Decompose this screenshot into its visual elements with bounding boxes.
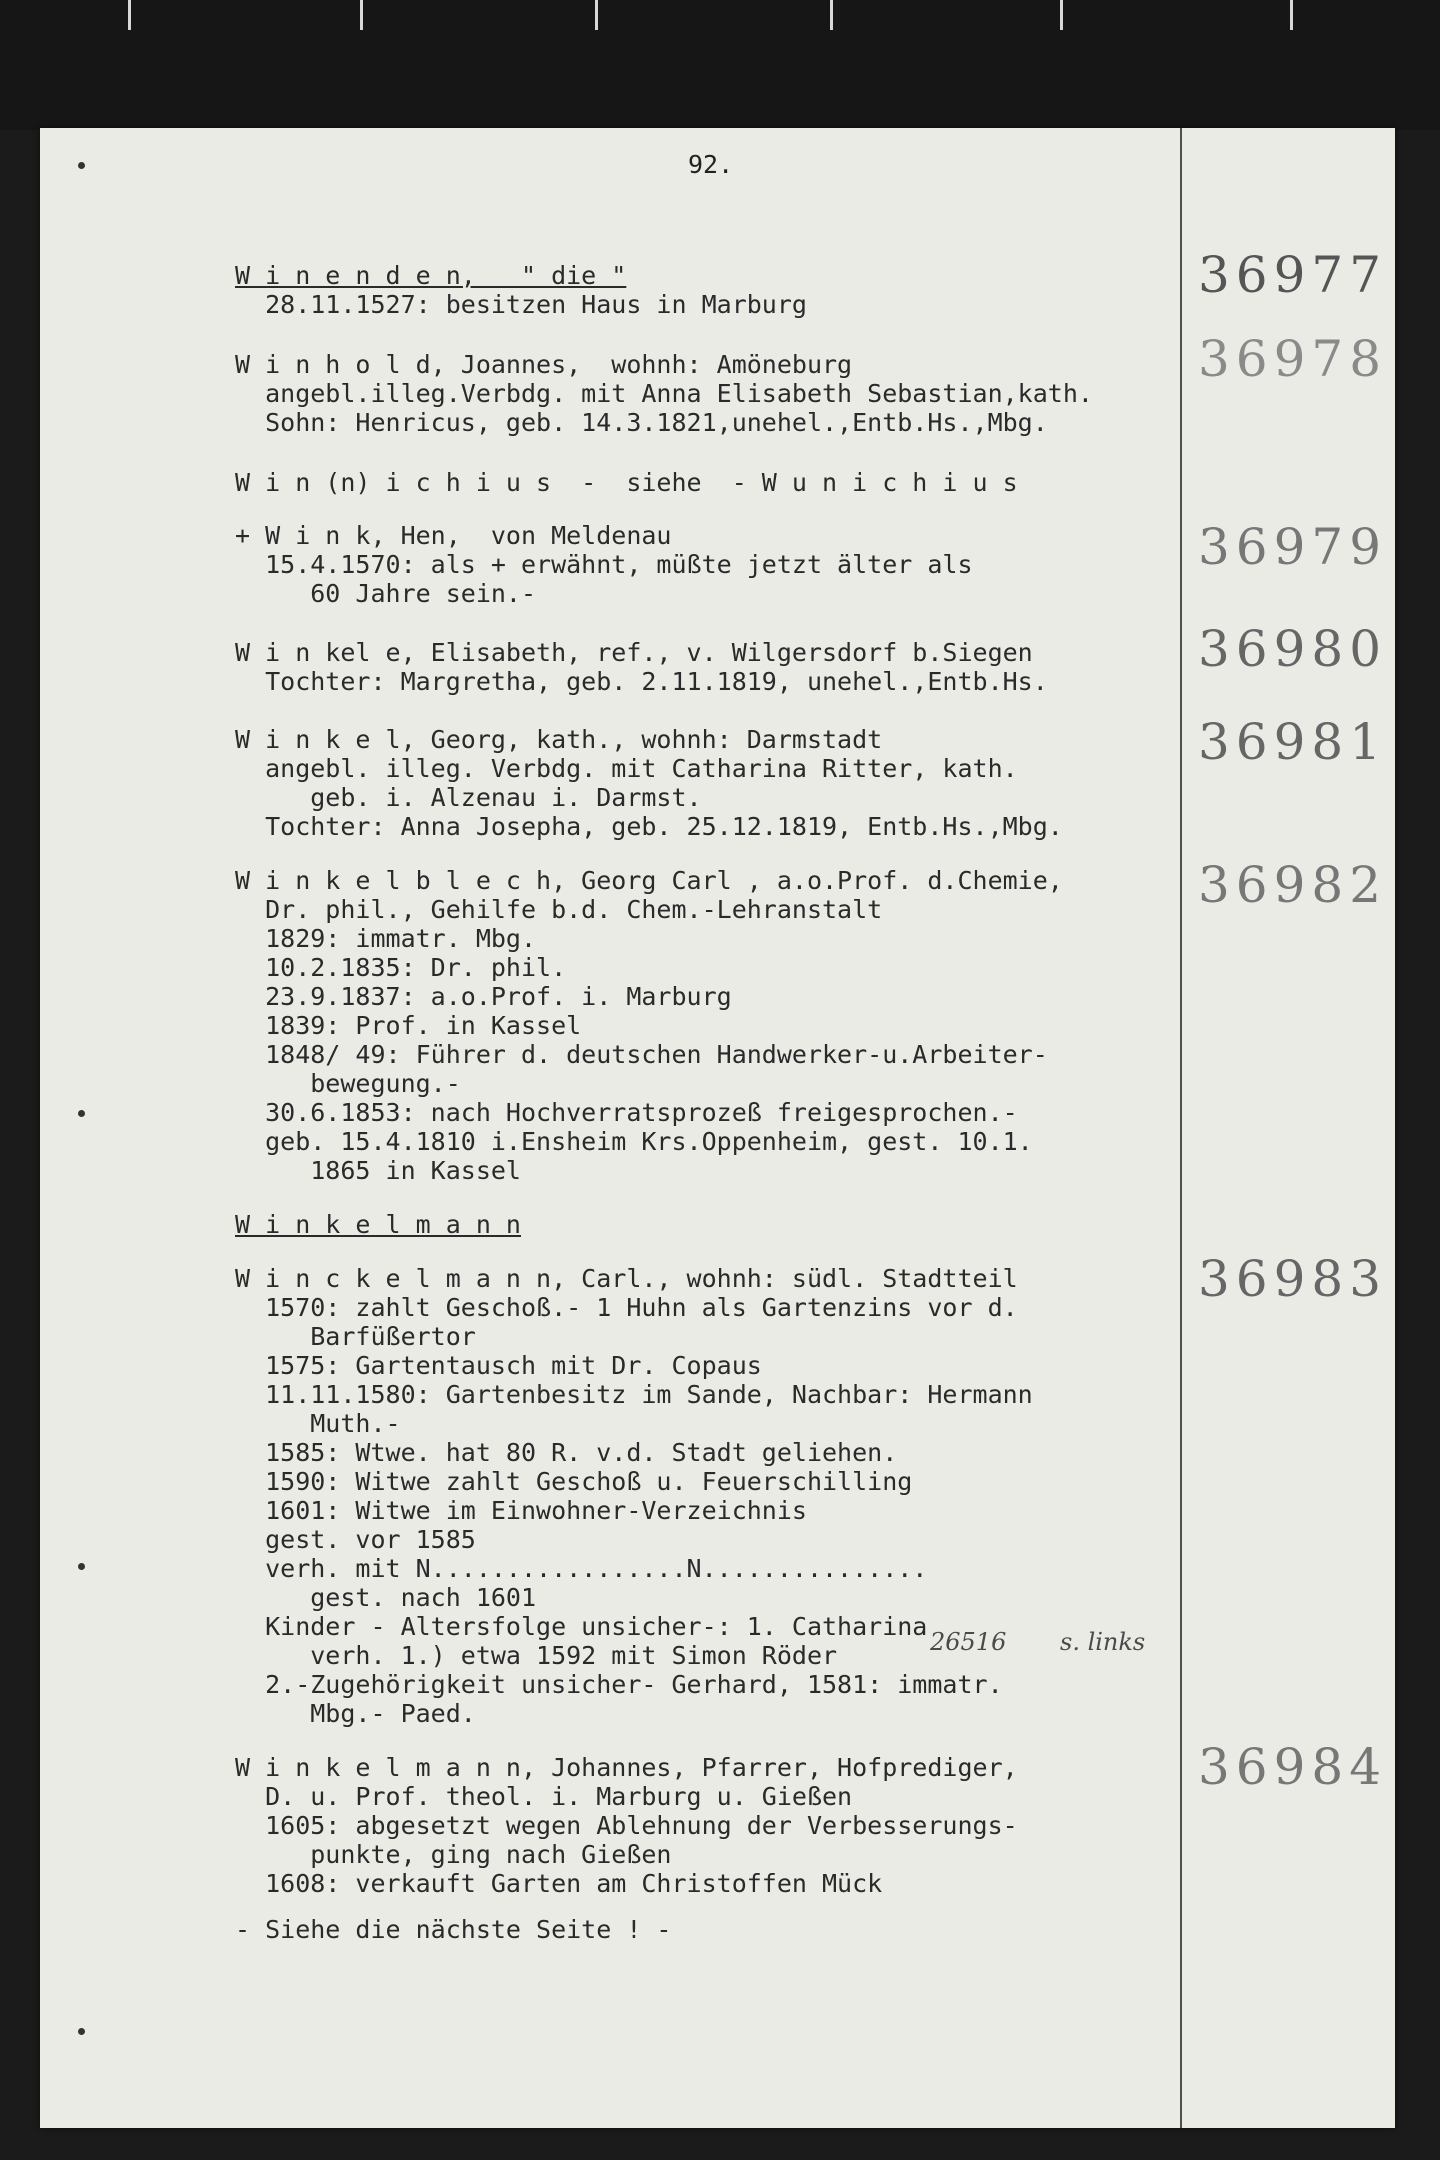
entry-number-stamp: 36980 [1198,620,1388,678]
entry-headline: W i n kel e, Elisabeth, ref., v. Wilgersdorf b.Siegen [235,638,1033,667]
entry-line: 1839: Prof. in Kassel [235,1011,582,1040]
film-tick [360,0,363,30]
entry-line: gest. vor 1585 [235,1525,476,1554]
film-tick [1060,0,1063,30]
entry-number-stamp: 36979 [1198,518,1388,576]
entry-headline: W i n h o l d, Joannes, wohnh: Amöneburg [235,350,853,379]
page-number: 92. [688,150,734,179]
entry-line: D. u. Prof. theol. i. Marburg u. Gießen [235,1782,853,1811]
film-top-band [0,0,1440,130]
entry-line: 30.6.1853: nach Hochverratsprozeß freigesprochen.- [235,1098,1018,1127]
handwritten-note: s. links [1060,1628,1146,1656]
margin-dot [78,2028,85,2035]
entry-line: 1590: Witwe zahlt Geschoß u. Feuerschilling [235,1467,913,1496]
entry-line: punkte, ging nach Gießen [235,1840,672,1869]
entry-line: 10.2.1835: Dr. phil. [235,953,567,982]
margin-rule [1180,128,1182,2128]
film-tick [128,0,131,30]
entry-line: 1605: abgesetzt wegen Ablehnung der Verbesserungs- [235,1811,1018,1840]
entry-line: 1570: zahlt Geschoß.- 1 Huhn als Gartenzins vor d. [235,1293,1018,1322]
entry-line: Tochter: Anna Josepha, geb. 25.12.1819, Entb.Hs.,Mbg. [235,812,1063,841]
entry-line: 60 Jahre sein.- [235,579,537,608]
entry-line: gest. nach 1601 [235,1583,537,1612]
entry-line: 2.-Zugehörigkeit unsicher- Gerhard, 1581: immatr. [235,1670,1003,1699]
entry-line: 23.9.1837: a.o.Prof. i. Marburg [235,982,732,1011]
entry-headline: + W i n k, Hen, von Meldenau [235,521,672,550]
entry-line: verh. mit N.................N............... [235,1554,928,1583]
entry-number-stamp: 36982 [1198,856,1388,914]
entry-line: Muth.- [235,1409,401,1438]
entry-line: verh. 1.) etwa 1592 mit Simon Röder [235,1641,838,1670]
section-heading: W i n k e l m a n n [235,1210,521,1239]
entry-line: angebl. illeg. Verbdg. mit Catharina Ritter, kath. [235,754,1018,783]
film-tick [830,0,833,30]
entry-line: Sohn: Henricus, geb. 14.3.1821,unehel.,Entb.Hs.,Mbg. [235,408,1048,437]
entry-line: 1575: Gartentausch mit Dr. Copaus [235,1351,762,1380]
margin-dot [78,1563,85,1570]
entry-line: Kinder - Altersfolge unsicher-: 1. Catharina [235,1612,928,1641]
entry-number-stamp: 36983 [1198,1250,1388,1308]
entry-line: Barfüßertor [235,1322,476,1351]
entry-line: 1848/ 49: Führer d. deutschen Handwerker-u.Arbeiter- [235,1040,1048,1069]
film-tick [595,0,598,30]
entry-line: 11.11.1580: Gartenbesitz im Sande, Nachbar: Hermann [235,1380,1033,1409]
margin-dot [78,1110,85,1117]
handwritten-note: 26516 [930,1628,1007,1656]
entry-line: Dr. phil., Gehilfe b.d. Chem.-Lehranstalt [235,895,883,924]
entry-line: 15.4.1570: als + erwähnt, müßte jetzt älter als [235,550,973,579]
entry-number-stamp: 36984 [1198,1738,1388,1796]
margin-dot [78,162,85,169]
entry-line: bewegung.- [235,1069,461,1098]
entry-number-stamp: 36978 [1198,330,1388,388]
entry-number-stamp: 36981 [1198,713,1388,771]
entry-line: geb. 15.4.1810 i.Ensheim Krs.Oppenheim, gest. 10.1. [235,1127,1033,1156]
entry-headline: W i n c k e l m a n n, Carl., wohnh: südl. Stadtteil [235,1264,1018,1293]
entry-line: 28.11.1527: besitzen Haus in Marburg [235,290,807,319]
entry-line: geb. i. Alzenau i. Darmst. [235,783,702,812]
continuation-note: - Siehe die nächste Seite ! - [235,1915,672,1944]
entry-line: 1608: verkauft Garten am Christoffen Mück [235,1869,883,1898]
entry-line: Tochter: Margretha, geb. 2.11.1819, unehel.,Entb.Hs. [235,667,1048,696]
entry-line: angebl.illeg.Verbdg. mit Anna Elisabeth Sebastian,kath. [235,379,1093,408]
film-tick [1290,0,1293,30]
entry-headline: W i n e n d e n, " die " [235,261,627,290]
entry-line: 1601: Witwe im Einwohner-Verzeichnis [235,1496,807,1525]
cross-reference: W i n (n) i c h i u s - siehe - W u n i c h i u s [235,468,1018,497]
entry-headline: W i n k e l m a n n, Johannes, Pfarrer, Hofprediger, [235,1753,1018,1782]
entry-line: Mbg.- Paed. [235,1699,476,1728]
entry-line: 1585: Wtwe. hat 80 R. v.d. Stadt geliehen. [235,1438,898,1467]
entry-number-stamp: 36977 [1198,246,1388,304]
entry-line: 1865 in Kassel [235,1156,521,1185]
document-page [40,128,1395,2128]
entry-line: 1829: immatr. Mbg. [235,924,537,953]
entry-headline: W i n k e l b l e c h, Georg Carl , a.o.Prof. d.Chemie, [235,866,1063,895]
entry-headline: W i n k e l, Georg, kath., wohnh: Darmstadt [235,725,883,754]
